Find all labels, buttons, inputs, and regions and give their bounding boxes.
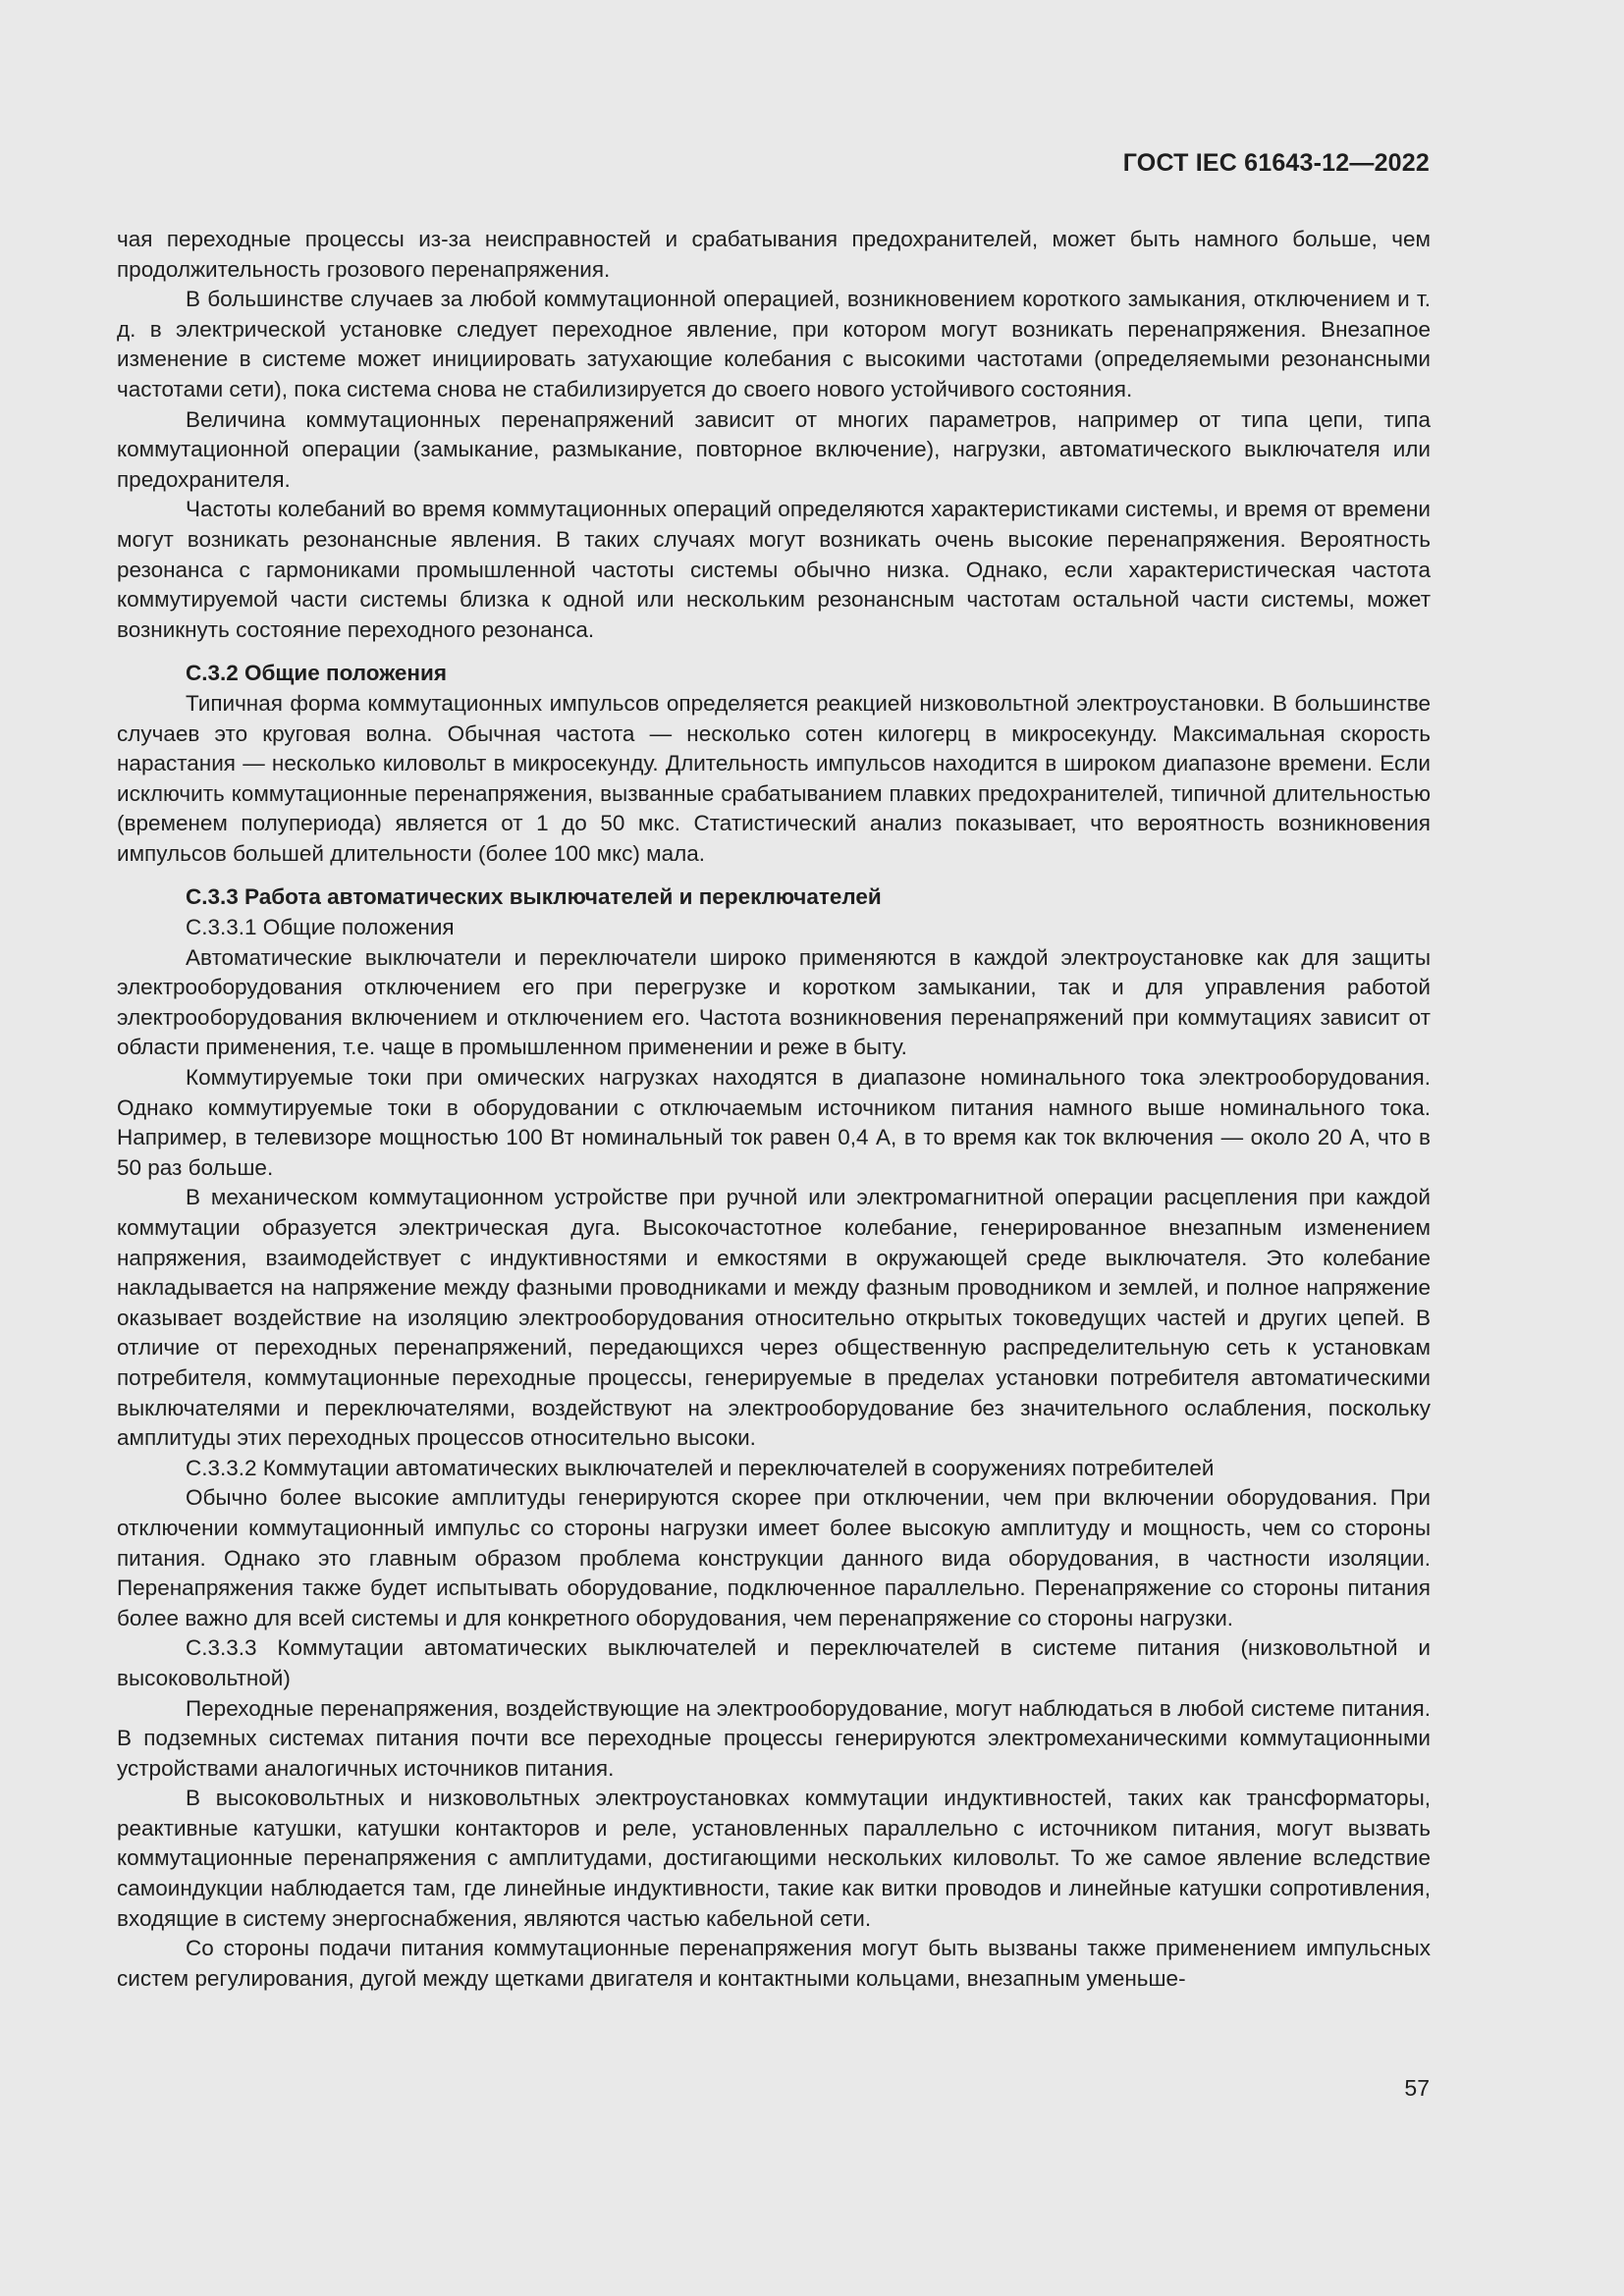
section-heading-c32: С.3.2 Общие положения: [186, 661, 447, 686]
standard-code-header: ГОСТ IEC 61643-12—2022: [1122, 149, 1430, 177]
paragraph: Коммутируемые токи при омических нагрузках находятся в диапазоне номинального тока электрооборудования. Однако коммутируемые токи в оборудовании с отключаемым источником питания намного выше номинального тока. Например, в телевизоре мощностью 100 Вт номинальный ток равен 0,4 А, в то время как ток включения — около 20 А, что в 50 раз больше.: [117, 1065, 1431, 1180]
section-heading-c33: С.3.3 Работа автоматических выключателей и переключателей: [186, 884, 882, 910]
subsection-heading-c332: С.3.3.2 Коммутации автоматических выключателей и переключателей в сооружениях потребителей: [186, 1455, 1215, 1480]
paragraph: Величина коммутационных перенапряжений зависит от многих параметров, например от типа цепи, типа коммутационной операции (замыкание, размыкание, повторное включение), нагрузки, автоматического выключателя или предохранителя.: [117, 406, 1431, 492]
paragraph: В высоковольтных и низковольтных электроустановках коммутации индуктивностей, таких как трансформаторы, реактивные катушки, катушки контакторов и реле, установленных параллельно с источником питания, могут вызвать коммутационные перенапряжения с амплитудами, достигающими нескольких киловольт. То же самое явление вследствие самоиндукции наблюдается там, где линейные индуктивности, такие как витки проводов и линейные катушки сопротивления, входящие в систему энергоснабжения, являются частью кабельной сети.: [117, 1786, 1431, 1931]
paragraph: Частоты колебаний во время коммутационных операций определяются характеристиками системы, и время от времени могут возникать резонансные явления. В таких случаях могут возникать очень высокие перенапряжения. Вероятность резонанса с гармониками промышленной частоты системы обычно низка. Однако, если характеристическая частота коммутируемой части системы близка к одной или нескольким резонансным частотам остальной части системы, может возникнуть состояние переходного резонанса.: [117, 497, 1431, 642]
paragraph: Переходные перенапряжения, воздействующие на электрооборудование, могут наблюдаться в любой системе питания. В подземных системах питания почти все переходные процессы генерируются электромеханическими коммутационными устройствами аналогичных источников питания.: [117, 1695, 1431, 1781]
paragraph: Автоматические выключатели и переключатели широко применяются в каждой электроустановке как для защиты электрооборудования отключением его при перегрузке и коротком замыкании, так и для управления работой электрооборудования включением и отключением его. Частота возникновения перенапряжений при коммутациях зависит от области применения, т.е. чаще в промышленном применении и реже в быту.: [117, 944, 1431, 1060]
paragraph: Со стороны подачи питания коммутационные перенапряжения могут быть вызваны также применением импульсных систем регулирования, дугой между щетками двигателя и контактными кольцами, внезапным уменьше-: [117, 1936, 1431, 1991]
paragraph: Обычно более высокие амплитуды генерируются скорее при отключении, чем при включении оборудования. При отключении коммутационный импульс со стороны нагрузки имеет более высокую амплитуду и мощность, чем со стороны питания. Однако это главным образом проблема конструкции данного вида оборудования, в частности изоляции. Перенапряжения также будет испытывать оборудование, подключенное параллельно. Перенапряжение со стороны питания более важно для всей системы и для конкретного оборудования, чем перенапряжение со стороны нагрузки.: [117, 1485, 1431, 1630]
subsection-heading-c331: С.3.3.1 Общие положения: [186, 915, 455, 940]
subsection-heading-c333: С.3.3.3 Коммутации автоматических выключателей и переключателей в системе питания (низковольтной и высоковольтной): [117, 1635, 1431, 1690]
paragraph: В большинстве случаев за любой коммутационной операцией, возникновением короткого замыкания, отключением и т. д. в электрической установке следует переходное явление, при котором могут возникать перенапряжения. Внезапное изменение в системе может инициировать затухающие колебания с высокими частотами (определяемыми резонансными частотами сети), пока система снова не стабилизируется до своего нового устойчивого состояния.: [117, 287, 1431, 401]
paragraph: Типичная форма коммутационных импульсов определяется реакцией низковольтной электроустановки. В большинстве случаев это круговая волна. Обычная частота — несколько сотен килогерц в микросекунду. Максимальная скорость нарастания — несколько киловольт в микросекунду. Длительность импульсов находится в широком диапазоне времени. Если исключить коммутационные перенапряжения, вызванные срабатыванием плавких предохранителей, типичной длительностью (временем полупериода) является от 1 до 50 мкс. Статистический анализ показывает, что вероятность возникновения импульсов большей длительности (более 100 мкс) мала.: [117, 690, 1431, 866]
document-body: [117, 225, 1431, 1994]
paragraph: В механическом коммутационном устройстве при ручной или электромагнитной операции расцепления при каждой коммутации образуется электрическая дуга. Высокочастотное колебание, генерированное внезапным изменением напряжения, взаимодействует с индуктивностями и емкостями в окружающей среде выключателя. Это колебание накладывается на напряжение между фазными проводниками и между фазным проводником и землей, и полное напряжение оказывает воздействие на изоляцию электрооборудования относительно открытых токоведущих частей и других цепей. В отличие от переходных перенапряжений, передающихся через общественную распределительную сеть к установкам потребителя, коммутационные переходные процессы, генерируемые в пределах установки потребителя автоматическими выключателями и переключателями, воздействуют на электрооборудование без значительного ослабления, поскольку амплитуды этих переходных процессов относительно высоки.: [117, 1185, 1431, 1451]
paragraph-continuation: чая переходные процессы из-за неисправностей и срабатывания предохранителей, может быть намного больше, чем продолжительность грозового перенапряжения.: [117, 227, 1431, 282]
page-number: 57: [1404, 2075, 1430, 2101]
